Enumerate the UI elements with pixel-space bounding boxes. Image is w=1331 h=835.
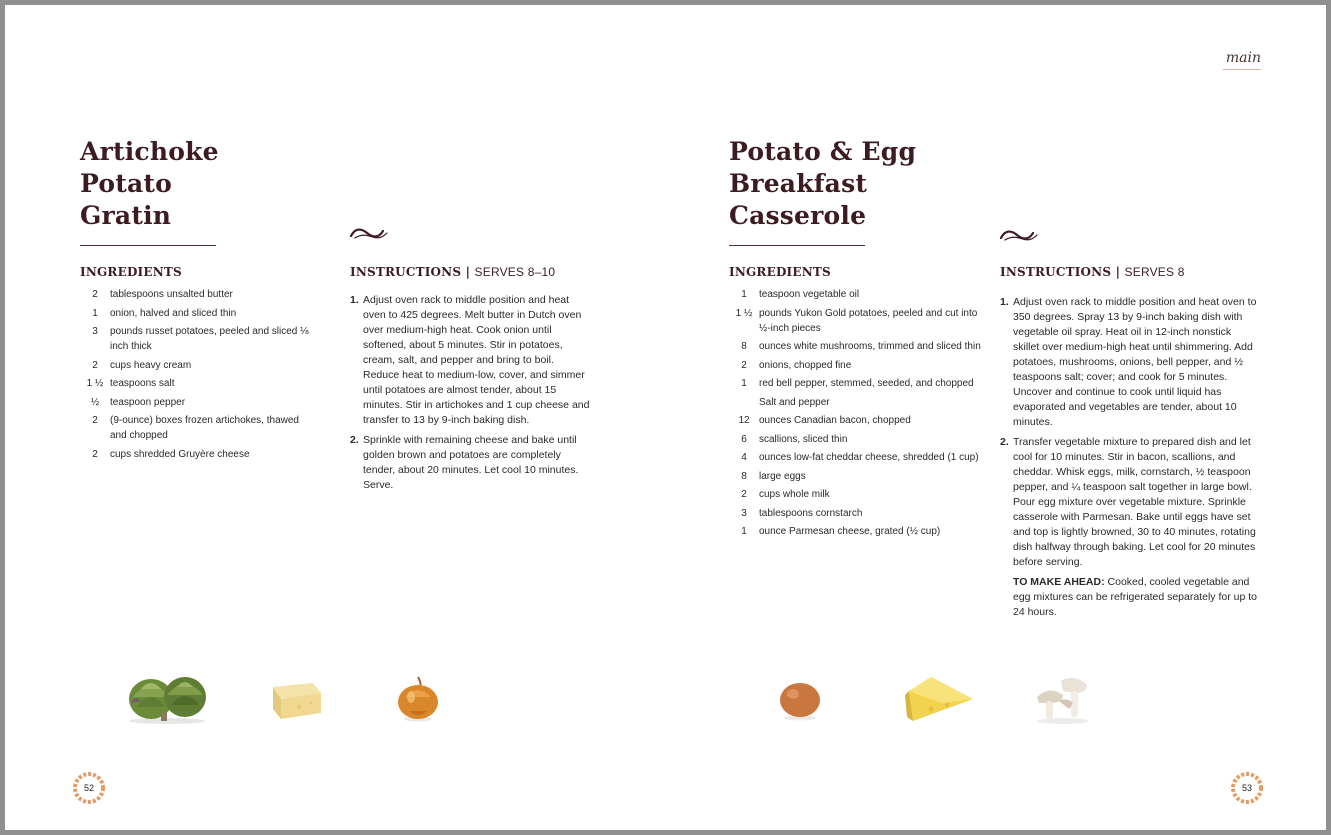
ingredient-text: cups heavy cream [110,359,192,371]
left-page-number [73,772,105,804]
cookbook-spread [5,5,1326,830]
step-number: 2. [1000,436,1009,448]
left-instructions-list [350,293,590,498]
ingredient-text: tablespoons unsalted butter [110,289,233,300]
left-ingredients-list [80,287,315,465]
ingredient-item [729,469,989,484]
ingredient-qty: ½ [90,396,100,408]
step-text: Sprinkle with remaining cheese and bake until golden brown and potatoes are completely tender, about 20 minutes. Let cool 10 minutes. Serve. [363,434,579,491]
ingredient-qty: 3 [92,326,98,337]
ingredient-text: cups shredded Gruyère cheese [110,448,250,460]
artichoke-image [123,667,211,725]
ingredient-item [80,413,315,443]
ingredient-text: ounce Parmesan cheese, grated (½ cup) [759,526,941,537]
ingredient-item [729,450,989,465]
ingredient-item [729,287,989,302]
ingredient-qty: 1 ½ [86,378,104,389]
ingredient-qty: 12 [738,415,750,426]
ingredient-item [80,447,315,462]
right-ingredients-heading: INGREDIENTS [729,265,831,279]
ingredient-item [729,432,989,447]
onion-image [395,675,441,723]
ingredient-item [729,524,989,539]
step-number: 1. [1000,296,1009,308]
right-title-line-2: Breakfast [729,169,868,198]
right-ingredients-list [729,287,989,543]
ingredient-text: large eggs [759,470,806,482]
ingredient-qty: 6 [741,433,747,445]
ingredient-qty: 2 [92,359,98,371]
right-title-rule [729,245,865,246]
ingredient-text: pounds Yukon Gold potatoes, peeled and cut into ½-inch pieces [759,307,978,334]
serves-label: SERVES 8–10 [474,265,556,279]
step-number: 1. [350,294,359,306]
ingredient-item [80,395,315,410]
right-swash-ornament [999,227,1039,243]
ingredient-qty: 2 [92,448,98,460]
ingredient-item [729,395,989,410]
left-swash-ornament [349,225,389,241]
serves-label: SERVES 8 [1124,265,1185,279]
ingredient-text: cups whole milk [759,489,830,500]
ingredient-qty: 8 [741,341,747,352]
ingredient-text: Salt and pepper [759,396,830,408]
mushrooms-image [1031,671,1093,725]
ingredient-text: scallions, sliced thin [759,433,848,445]
ingredient-qty: 2 [92,289,98,300]
ingredient-qty: 1 [741,378,747,389]
instruction-step [1000,435,1258,570]
left-title-line-3: Gratin [80,201,172,230]
ingredient-item [729,506,989,521]
instructions-label: INSTRUCTIONS [350,265,462,279]
ingredient-text: teaspoon vegetable oil [759,289,860,300]
ingredient-qty: 1 [741,526,747,537]
left-ingredients-heading: INGREDIENTS [80,265,182,279]
step-number: 2. [350,434,359,446]
ingredient-text: ounces low-fat cheddar cheese, shredded (1 cup) [759,452,979,463]
left-instructions-heading: INSTRUCTIONS | SERVES 8–10 [350,265,556,279]
left-recipe-title [80,136,219,232]
ingredient-qty: 1 [741,289,747,300]
section-tag: main [1223,50,1261,70]
ingredient-item [729,358,989,373]
right-page-number [1231,772,1263,804]
ingredient-text: teaspoon pepper [110,396,186,408]
ingredient-item [729,376,989,391]
right-instructions-heading: INSTRUCTIONS | SERVES 8 [1000,265,1185,279]
page-number-text: 53 [1241,783,1252,793]
ingredient-qty: 1 [92,307,98,319]
ingredient-item [729,413,989,428]
step-text: Transfer vegetable mixture to prepared dish and let cool for 10 minutes. Stir in bacon, scallions, and cheddar. Whisk eggs, milk, cornstarch, ½ teaspoon pepper, and ¼ teaspoon salt together in large bowl. Pour egg mixture over vegetable mixture. Sprinkle casserole with Parmesan. Bake until eggs have set and top is lightly browned, 30 to 40 minutes, rotating dish halfway through baking. Let cool for 20 minutes before serving. [1013,436,1256,568]
ingredient-item [80,376,315,391]
ingredient-qty: 4 [741,452,747,463]
ingredient-qty: 8 [741,470,747,482]
right-title-line-3: Casserole [729,201,867,230]
ingredient-qty: 3 [741,507,747,519]
ingredient-item [80,324,315,354]
cheese-wedge-image [269,677,325,721]
step-text: Adjust oven rack to middle position and heat oven to 350 degrees. Spray 13 by 9-inch baking dish with vegetable oil spray. Heat oil in 12-inch nonstick skillet over medium-high heat until shimmering. Add potatoes, mushrooms, onions, bell pepper, and ½ teaspoons salt; cover; and cook for 5 minutes. Uncover and continue to cook until liquid has evaporated and vegetables are tender, about 10 minutes. [1013,296,1257,428]
page-number-text: 52 [83,783,94,793]
ingredient-text: ounces Canadian bacon, chopped [759,415,911,426]
ingredient-item [729,487,989,502]
instruction-step [350,293,590,428]
left-title-line-1: Artichoke [80,137,219,166]
ingredient-text: ounces white mushrooms, trimmed and sliced thin [759,341,981,352]
egg-image [777,678,823,722]
make-ahead-label: TO MAKE AHEAD: [1013,576,1105,588]
right-recipe-title [729,136,916,232]
ingredient-item [80,306,315,321]
step-text: Adjust oven rack to middle position and heat oven to 425 degrees. Melt butter in Dutch oven over medium-high heat. Cook onion until softened, about 5 minutes. Stir in potatoes, cream, salt, and pepper and bring to boil. Reduce heat to medium-low, cover, and simmer until potatoes are almost tender, about 15 minutes. Stir in artichokes and 1 cup cheese and transfer to 13 by 9-inch baking dish. [363,294,590,426]
parmesan-wedge-image [901,673,975,725]
instruction-step [1000,295,1258,430]
ingredient-text: red bell pepper, stemmed, seeded, and chopped [759,378,974,389]
ingredient-text: (9-ounce) boxes frozen artichokes, thawed and chopped [110,415,299,441]
ingredient-text: onion, halved and sliced thin [110,307,237,319]
make-ahead-note [1000,575,1258,620]
instructions-label: INSTRUCTIONS [1000,265,1112,279]
ingredient-text: tablespoons cornstarch [759,507,863,519]
ingredient-qty: 2 [741,359,747,371]
ingredient-text: pounds russet potatoes, peeled and sliced ⅛ inch thick [110,326,309,352]
ingredient-text: teaspoons salt [110,378,175,389]
ingredient-item [729,306,989,336]
ingredient-item [80,358,315,373]
ingredient-qty: 2 [741,489,747,500]
ingredient-qty [729,395,759,410]
ingredient-item [80,287,315,302]
instruction-step [350,433,590,493]
ingredient-text: onions, chopped fine [759,359,852,371]
ingredient-qty: 1 ½ [735,307,753,319]
ingredient-qty: 2 [92,415,98,426]
make-ahead-text: Cooked, cooled vegetable and egg mixtures can be refrigerated separately for up to 24 hours. [1013,576,1257,618]
right-instructions-list [1000,295,1258,620]
left-title-line-2: Potato [80,169,172,198]
right-title-line-1: Potato & Egg [729,137,917,166]
left-title-rule [80,245,216,246]
ingredient-item [729,339,989,354]
